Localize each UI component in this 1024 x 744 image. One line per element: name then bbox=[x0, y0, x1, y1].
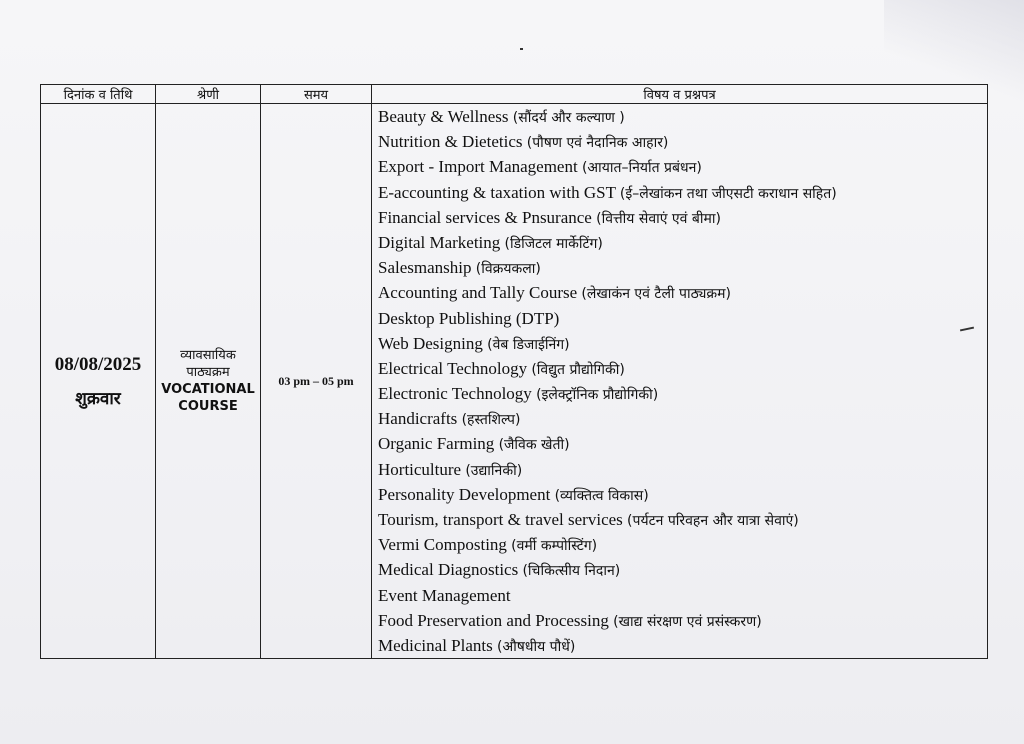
subject-name-english: Digital Marketing bbox=[378, 232, 505, 252]
subject-item bbox=[378, 482, 987, 507]
category-cell bbox=[156, 104, 261, 659]
subject-name-english: Electronic Technology bbox=[378, 384, 537, 404]
subject-name-english: Desktop Publishing (DTP) bbox=[378, 308, 560, 328]
subject-name-english: Nutrition & Dietetics bbox=[378, 132, 527, 152]
subject-item bbox=[378, 583, 987, 608]
subject-list bbox=[378, 104, 987, 658]
subject-item bbox=[378, 280, 987, 305]
subject-name-english: Financial services & Pnsurance bbox=[378, 207, 597, 227]
subject-item bbox=[378, 180, 987, 205]
subject-name-hindi: (हस्तशिल्प) bbox=[461, 412, 521, 429]
ink-speck bbox=[520, 48, 523, 50]
subject-item bbox=[378, 507, 987, 532]
subject-item bbox=[378, 129, 987, 154]
subject-name-hindi: (उद्यानिकी) bbox=[465, 462, 523, 479]
subject-name-english: Event Management bbox=[378, 585, 511, 605]
subject-name-english: Vermi Composting bbox=[378, 535, 512, 555]
subject-item bbox=[378, 154, 987, 179]
header-subject: विषय व प्रश्नपत्र bbox=[372, 85, 988, 104]
time-cell: 03 pm – 05 pm bbox=[261, 104, 372, 659]
subject-item bbox=[378, 381, 987, 406]
subject-name-hindi: (विक्रयकला) bbox=[475, 261, 541, 278]
subject-item bbox=[378, 633, 987, 658]
subject-item bbox=[378, 205, 987, 230]
category-english-line2: COURSE bbox=[178, 399, 238, 415]
subject-item bbox=[378, 356, 987, 381]
subject-name-english: Medical Diagnostics bbox=[378, 560, 523, 580]
subject-item bbox=[378, 406, 987, 431]
subject-name-english: E-accounting & taxation with GST bbox=[378, 182, 620, 202]
category-hindi-line2: पाठ्यक्रम bbox=[186, 365, 230, 381]
subject-name-english: Export - Import Management bbox=[378, 157, 582, 177]
category-hindi-line1: व्यावसायिक bbox=[180, 348, 236, 364]
subject-cell bbox=[372, 104, 988, 659]
subject-name-hindi: (खाद्य संरक्षण एवं प्रसंस्करण) bbox=[613, 613, 762, 630]
subject-item bbox=[378, 306, 987, 331]
subject-name-hindi: (वेब डिजाईनिंग) bbox=[487, 336, 570, 353]
subject-item bbox=[378, 331, 987, 356]
subject-name-hindi: (इलेक्ट्रॉनिक प्रौद्योगिकी) bbox=[536, 387, 659, 404]
subject-name-hindi: (ई–लेखांकन तथा जीएसटी कराधान सहित) bbox=[619, 185, 837, 202]
subject-name-english: Web Designing bbox=[378, 333, 488, 353]
subject-name-english: Medicinal Plants bbox=[378, 635, 497, 655]
subject-name-hindi: (लेखाकंन एवं टैली पाठ्यक्रम) bbox=[581, 286, 731, 303]
subject-item bbox=[378, 230, 987, 255]
subject-name-english: Horticulture bbox=[378, 459, 466, 479]
subject-name-english: Electrical Technology bbox=[378, 358, 532, 378]
subject-name-hindi: (सौंदर्य और कल्याण ) bbox=[512, 110, 625, 126]
subject-name-hindi: (पर्यटन परिवहन और यात्रा सेवाएं) bbox=[627, 513, 799, 529]
subject-name-hindi: (वित्तीय सेवाएं एवं बीमा) bbox=[596, 210, 721, 227]
subject-name-english: Accounting and Tally Course bbox=[378, 283, 582, 303]
subject-name-english: Handicrafts bbox=[378, 409, 462, 429]
exam-day: शुक्रवार bbox=[75, 388, 121, 409]
subject-item bbox=[378, 532, 987, 557]
header-date: दिनांक व तिथि bbox=[41, 85, 156, 104]
subject-item bbox=[378, 608, 987, 633]
subject-item bbox=[378, 104, 987, 129]
subject-name-english: Personality Development bbox=[378, 484, 555, 504]
subject-item bbox=[378, 255, 987, 280]
subject-name-hindi: (विद्युत प्रौद्योगिकी) bbox=[531, 361, 625, 378]
date-cell bbox=[41, 104, 156, 659]
subject-name-hindi: (औषधीय पौधें) bbox=[496, 638, 576, 655]
table-header-row bbox=[41, 85, 988, 104]
subject-name-english: Food Preservation and Processing bbox=[378, 610, 614, 630]
subject-name-hindi: (चिकित्सीय निदान) bbox=[522, 563, 621, 580]
subject-name-hindi: (व्यक्तित्व विकास) bbox=[554, 487, 649, 504]
subject-name-hindi: (पौषण एवं नैदानिक आहार) bbox=[526, 135, 669, 152]
subject-name-hindi: (डिजिटल मार्केटिंग) bbox=[504, 235, 603, 252]
subject-name-english: Organic Farming bbox=[378, 434, 499, 454]
subject-name-english: Tourism, transport & travel services bbox=[378, 510, 628, 529]
subject-name-hindi: (वर्मी कम्पोस्टिंग) bbox=[511, 538, 598, 555]
subject-item bbox=[378, 557, 987, 582]
table-row bbox=[41, 104, 988, 659]
subject-name-english: Salesmanship bbox=[378, 258, 476, 278]
exam-date: 08/08/2025 bbox=[54, 353, 142, 375]
header-category: श्रेणी bbox=[156, 85, 261, 104]
category-english-line1: VOCATIONAL bbox=[161, 382, 255, 398]
subject-item bbox=[378, 431, 987, 456]
subject-item bbox=[378, 457, 987, 482]
subject-name-hindi: (जैविक खेती) bbox=[498, 437, 570, 454]
exam-schedule-table bbox=[40, 84, 988, 659]
subject-name-english: Beauty & Wellness bbox=[378, 107, 513, 126]
subject-name-hindi: (आयात–निर्यात प्रबंधन) bbox=[581, 160, 702, 177]
header-time: समय bbox=[261, 85, 372, 104]
